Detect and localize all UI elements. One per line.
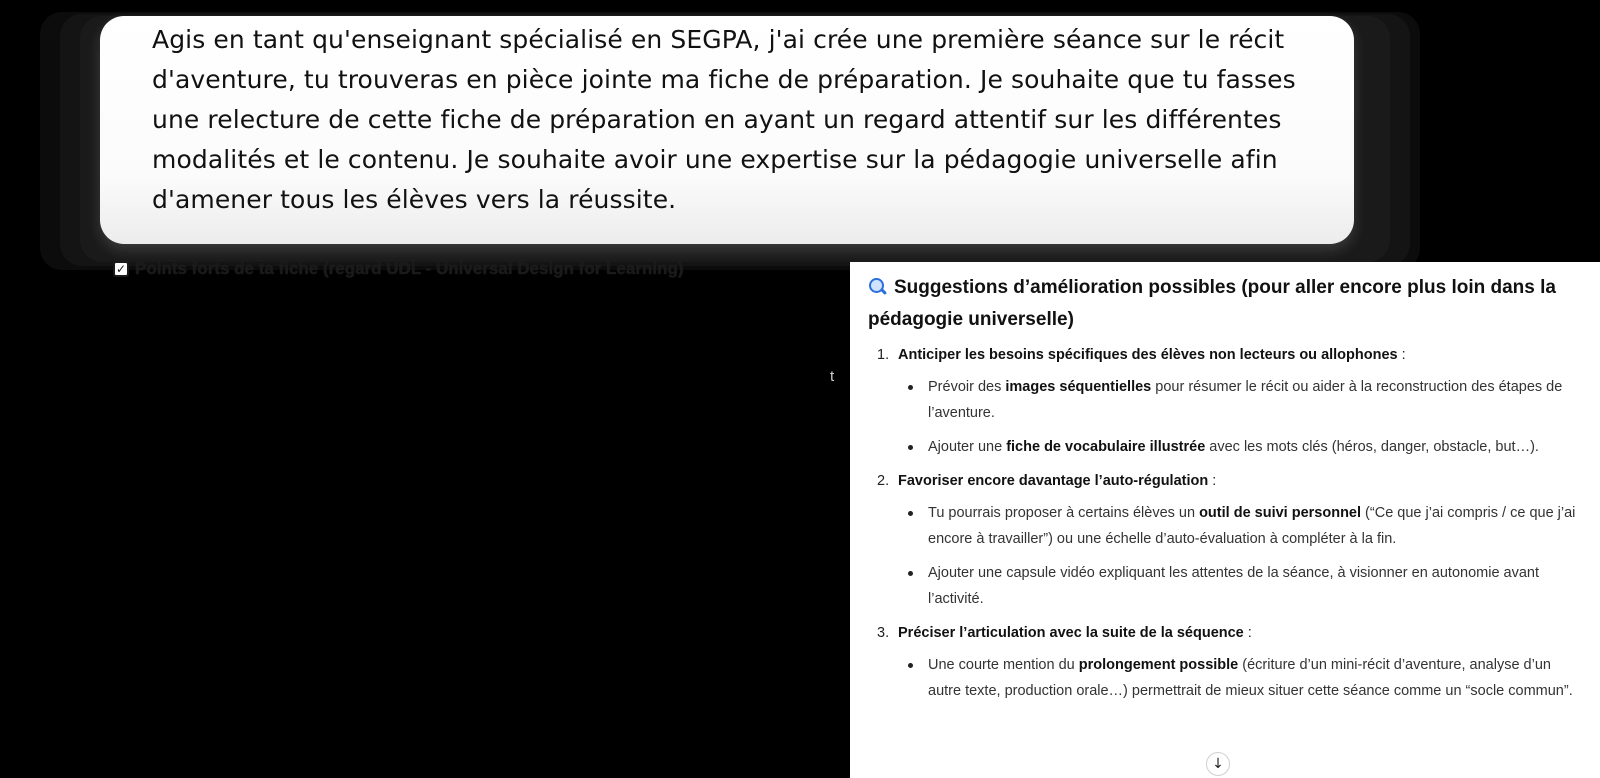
suggestion-heading: Favoriser encore davantage l’auto-régulation : [898,473,1217,489]
suggestion-item [868,342,1582,460]
suggestion-heading: Anticiper les besoins spécifiques des élèves non lecteurs ou allophones : [898,347,1406,363]
sub-item: Ajouter une capsule vidéo expliquant les attentes de la séance, à visionner en autonomie avant l’activité. [898,560,1582,612]
sub-item: Prévoir des images séquentielles pour résumer le récit ou aider à la reconstruction des étapes de l’aventure. [898,374,1582,426]
magnifying-glass-icon [868,277,886,295]
item-number: 2. [877,473,890,489]
response-panel [850,262,1600,778]
item-number: 1. [877,347,890,363]
suggestions-title-text: Suggestions d’amélioration possibles (pour aller encore plus loin dans la pédagogie universelle) [868,277,1556,330]
suggestion-heading: Préciser l’articulation avec la suite de la séquence : [898,625,1252,641]
suggestions-list [868,342,1582,704]
suggestion-subitems [898,374,1582,460]
checkbox-icon: ✓ [113,261,129,277]
arrow-down-icon: ↓ [1212,756,1224,772]
sub-item: Une courte mention du prolongement possible (écriture d’un mini-récit d’aventure, analyse d’un autre texte, production orale…) permettrait de mieux situer cette séance comme un “socle commun”. [898,652,1582,704]
suggestion-item [868,620,1582,704]
sub-item: Ajouter une fiche de vocabulaire illustrée avec les mots clés (héros, danger, obstacle, but…). [898,434,1582,460]
strengths-heading [113,258,684,280]
suggestion-subitems [898,500,1582,612]
suggestion-item [868,468,1582,612]
sub-item: Tu pourrais proposer à certains élèves un outil de suivi personnel (“Ce que j’ai compris / ce que j’ai encore à travailler”) ou une échelle d’auto-évaluation à compléter à la fin. [898,500,1582,552]
suggestions-title [868,272,1582,336]
strengths-heading-text: Points forts de ta fiche (regard UDL - Universal Design for Learning) [135,259,684,278]
stray-text-fragment: t [830,368,835,385]
response-content [868,272,1582,712]
user-prompt-text: Agis en tant qu'enseignant spécialisé en SEGPA, j'ai crée une première séance sur le récit d'aventure, tu trouveras en pièce jointe ma fiche de préparation. Je souhaite que tu fasses une relecture de cette fiche de préparation en ayant un regard attentif sur les différentes modalités et le contenu. Je souhaite avoir une expertise sur la pédagogie universelle afin d'amener tous les élèves vers la réussite. [152,25,1296,214]
scroll-to-bottom-button[interactable] [1206,752,1230,776]
item-number: 3. [877,625,890,641]
suggestion-subitems [898,652,1582,704]
